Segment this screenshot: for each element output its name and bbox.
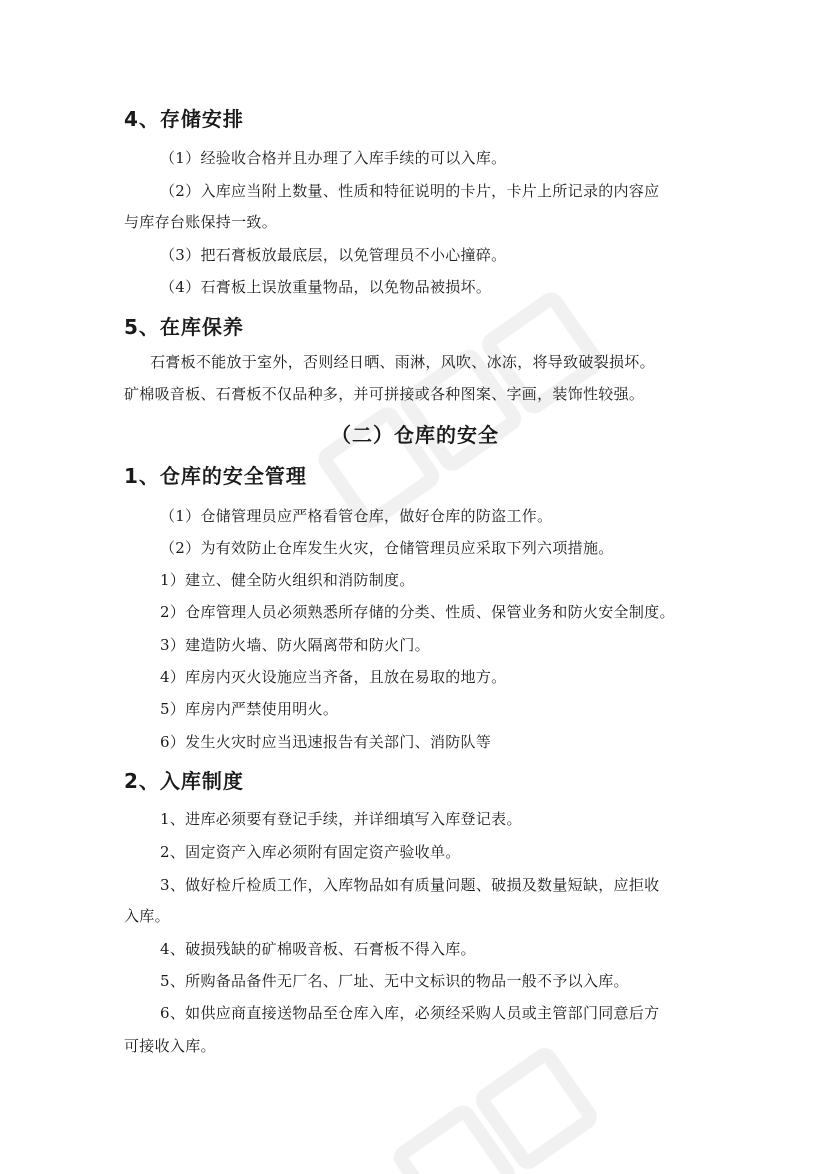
paragraph-maintenance-1: 石膏板不能放于室外，否则经日晒、雨淋，风吹、冰冻，将导致破裂损坏。: [150, 353, 655, 371]
paragraph-storage-2-cont: 与库存台账保持一致。: [124, 213, 278, 231]
paragraph-safety-measure-5: 5）库房内严禁使用明火。: [160, 700, 339, 718]
paragraph-safety-measure-1: 1）建立、健全防火组织和消防制度。: [160, 571, 415, 589]
paragraph-safety-2: （2）为有效防止仓库发生火灾，仓储管理员应采取下列六项措施。: [160, 539, 614, 557]
paragraph-inbound-1: 1、进库必须要有登记手续，并详细填写入库登记表。: [160, 810, 522, 828]
paragraph-inbound-4: 4、破损残缺的矿棉吸音板、石膏板不得入库。: [160, 940, 476, 958]
paragraph-inbound-3-cont: 入库。: [124, 907, 170, 925]
paragraph-inbound-6: 6、如供应商直接送物品至仓库入库，必须经采购人员或主管部门同意后方: [160, 1004, 660, 1022]
paragraph-storage-3: （3）把石膏板放最底层，以免管理员不小心撞碎。: [160, 246, 507, 264]
paragraph-inbound-3: 3、做好检斤检质工作，入库物品如有质量问题、破损及数量短缺，应拒收: [160, 876, 660, 894]
paragraph-safety-measure-6: 6）发生火灾时应当迅速报告有关部门、消防队等: [160, 733, 492, 751]
paragraph-storage-2: （2）入库应当附上数量、性质和特征说明的卡片，卡片上所记录的内容应: [160, 182, 660, 200]
section-heading-inbound: 2、入库制度: [124, 769, 244, 793]
paragraph-inbound-5: 5、所购备品备件无厂名、厂址、无中文标识的物品一般不予以入库。: [160, 972, 629, 990]
section-heading-safety-management: 1、仓库的安全管理: [124, 464, 307, 488]
paragraph-safety-measure-3: 3）建造防火墙、防火隔离带和防火门。: [160, 636, 430, 654]
paragraph-storage-1: （1）经验收合格并且办理了入库手续的可以入库。: [160, 149, 507, 167]
paragraph-inbound-6-cont: 可接收入库。: [124, 1037, 216, 1055]
paragraph-storage-4: （4）石膏板上误放重量物品，以免物品被损坏。: [160, 278, 492, 296]
paragraph-maintenance-2: 矿棉吸音板、石膏板不仅品种多，并可拼接或各种图案、字画，装饰性较强。: [124, 385, 645, 403]
paragraph-safety-1: （1）仓储管理员应严格看管仓库，做好仓库的防盗工作。: [160, 507, 553, 525]
chapter-title-safety: （二）仓库的安全: [331, 423, 499, 447]
section-heading-maintenance: 5、在库保养: [124, 315, 244, 339]
paragraph-inbound-2: 2、固定资产入库必须附有固定资产验收单。: [160, 843, 461, 861]
paragraph-safety-measure-4: 4）库房内灭火设施应当齐备，且放在易取的地方。: [160, 668, 507, 686]
paragraph-safety-measure-2: 2）仓库管理人员必须熟悉所存储的分类、性质、保管业务和防火安全制度。: [160, 603, 675, 621]
section-heading-storage: 4、存储安排: [124, 107, 244, 131]
